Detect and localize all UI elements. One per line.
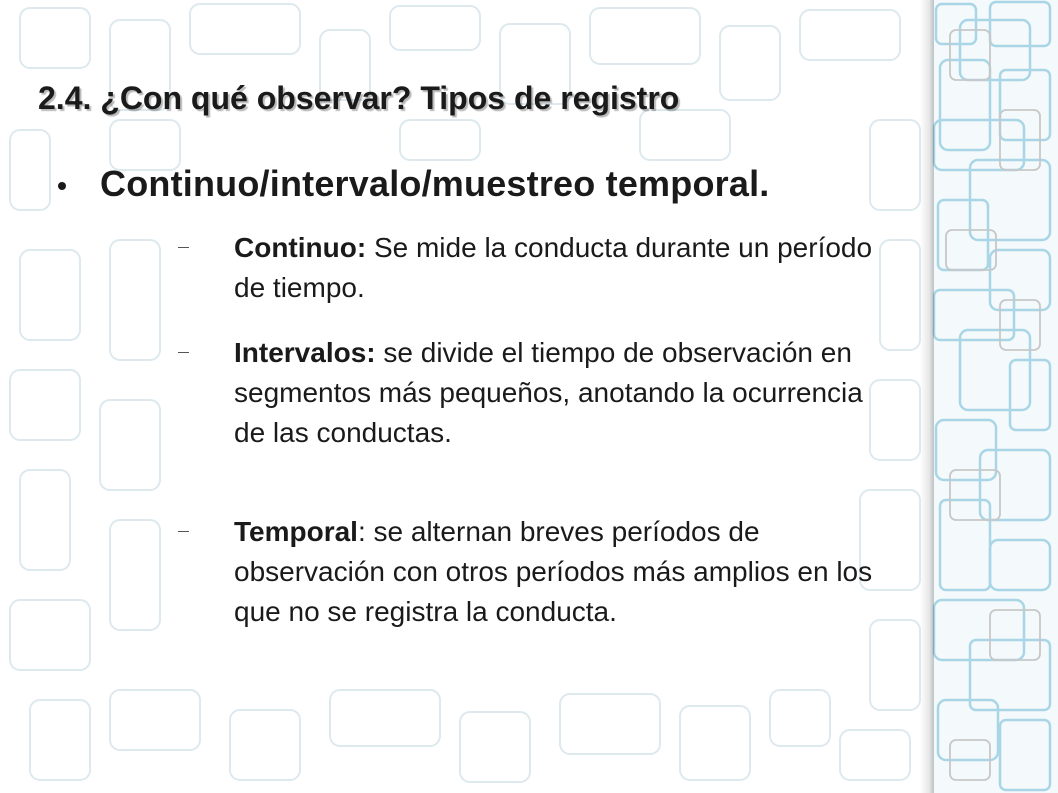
term-description: : se alternan breves períodos de observación con otros períodos más amplios en los que no se registra la conducta. xyxy=(234,516,873,627)
slide-title: 2.4. ¿Con qué observar? Tipos de registro xyxy=(38,80,680,116)
dash-bullet-icon xyxy=(178,531,189,532)
term-label: Intervalos: xyxy=(234,337,376,368)
main-bullet-text: Continuo/intervalo/muestreo temporal. xyxy=(100,163,770,204)
sub-bullet-temporal xyxy=(178,512,918,632)
sub-bullet-text xyxy=(234,512,899,632)
sub-bullet-text xyxy=(234,228,899,308)
decorative-side-panel xyxy=(930,0,1058,793)
term-label: Temporal xyxy=(234,516,358,547)
term-label: Continuo: xyxy=(234,232,367,263)
term-description: se divide el tiempo de observación en segmentos más pequeños, anotando la ocurrencia de las conductas. xyxy=(234,337,863,448)
term-description: Se mide la conducta durante un período de tiempo. xyxy=(234,232,873,303)
filled-circle-bullet-icon xyxy=(58,182,66,190)
sub-bullet-continuo xyxy=(178,228,918,308)
sub-bullet-intervalos xyxy=(178,333,918,453)
dash-bullet-icon xyxy=(178,247,189,248)
dash-bullet-icon xyxy=(178,352,189,353)
main-bullet xyxy=(58,163,918,205)
sub-bullet-text xyxy=(234,333,899,453)
